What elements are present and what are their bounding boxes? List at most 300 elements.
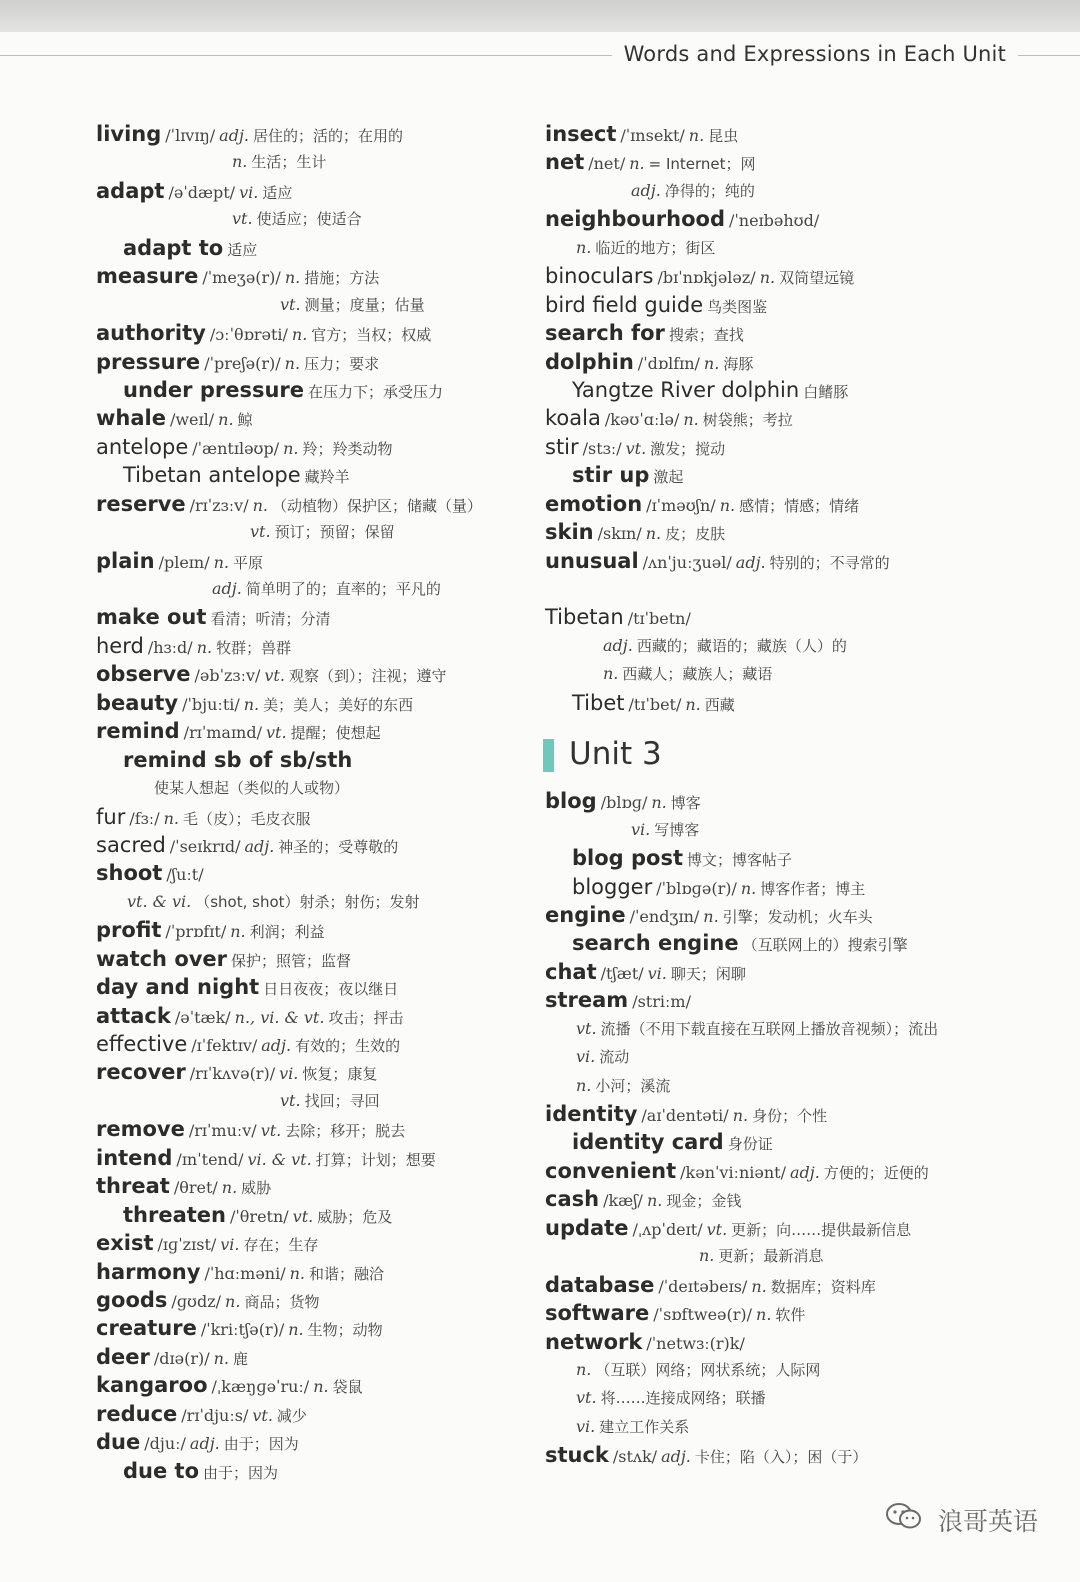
entry-phonetic: /əˈdæpt/ (168, 182, 236, 202)
entry-word: under pressure (123, 377, 305, 402)
entry-part-of-speech: vt. (706, 1219, 728, 1239)
entry-definition: 卡住；陷（入）；困（于） (694, 1448, 868, 1467)
entry-definition: 存在；生存 (243, 1236, 319, 1255)
vocab-entry (96, 689, 546, 717)
entry-definition: 博客 (670, 794, 701, 813)
entry-definition: 保护；照管；监督 (231, 951, 352, 970)
entry-word: software (545, 1301, 650, 1326)
entry-word: fur (96, 804, 126, 829)
entry-phonetic: /θret/ (173, 1178, 218, 1198)
entry-phonetic: /kənˈviːniənt/ (680, 1162, 786, 1182)
vocab-entry (96, 348, 546, 376)
entry-phonetic: /ɪɡˈzɪst/ (157, 1235, 217, 1255)
vocab-entry (96, 1030, 546, 1058)
entry-word: harmony (96, 1259, 201, 1284)
entry-definition: 引擎；发动机；火车头 (722, 907, 873, 926)
vocab-entry (545, 816, 995, 844)
vocab-entry (96, 1343, 546, 1371)
entry-word: unusual (545, 548, 639, 573)
entry-phonetic: /dɪə(r)/ (153, 1348, 210, 1368)
entry-part-of-speech: vi. (279, 1064, 299, 1084)
entry-part-of-speech: n. (645, 524, 662, 544)
vocab-entry (96, 888, 546, 916)
entry-part-of-speech: n. (685, 694, 701, 714)
entry-word: antelope (96, 434, 189, 459)
entry-phonetic: /ˈdɒlfɪn/ (637, 353, 700, 373)
entry-word: Tibetan antelope (123, 463, 301, 488)
entry-definition: 数据库；资料库 (770, 1277, 876, 1296)
entry-phonetic: /ˈdeɪtəbeɪs/ (658, 1276, 748, 1296)
vocab-entry (545, 1328, 995, 1356)
entry-definition: 特别的；不寻常的 (769, 553, 890, 572)
entry-phonetic: /ˈɪnsekt/ (620, 126, 685, 145)
entry-definition: （互联）网络；网状系统；人际网 (595, 1360, 821, 1379)
entry-definition: 树袋熊；考拉 (702, 411, 793, 430)
entry-definition: 官方；当权；权威 (311, 326, 432, 345)
entry-word: insect (545, 122, 617, 146)
entry-definition: 身份；个性 (752, 1107, 828, 1125)
entry-word: profit (96, 918, 162, 943)
entry-part-of-speech: vi. (220, 1235, 240, 1255)
entry-definition: 观察（到）；注视；遵守 (288, 667, 447, 686)
entry-definition: 净得的；纯的 (664, 181, 755, 200)
entry-word: binoculars (545, 264, 654, 289)
entry-part-of-speech: adj. (189, 1434, 220, 1454)
entry-word: adapt (96, 178, 165, 203)
entry-word: day and night (96, 975, 260, 1000)
entry-phonetic: /rɪˈmuːv/ (188, 1121, 257, 1141)
entry-definition: 居住的；活的；在用的 (252, 127, 403, 145)
vocab-entry (96, 1201, 546, 1229)
entry-word: kangaroo (96, 1373, 208, 1398)
entry-word: stuck (545, 1443, 609, 1468)
entry-part-of-speech: n. (576, 1075, 592, 1095)
entry-definition: 威胁 (241, 1179, 272, 1198)
entry-part-of-speech: n. (603, 664, 619, 684)
vocab-entry (545, 844, 995, 872)
entry-part-of-speech: n. (213, 552, 229, 572)
entry-word: due to (123, 1458, 200, 1483)
vocab-entry (545, 1299, 995, 1327)
entry-phonetic: /ˈendʒɪn/ (629, 906, 700, 926)
vocab-entry (96, 1457, 546, 1485)
entry-definition: 鸟类图鉴 (707, 297, 768, 316)
vocab-entry (545, 1015, 995, 1043)
entry-definition: （动植物）保护区；储藏（量） (271, 496, 482, 515)
entry-part-of-speech: adj. (244, 836, 275, 856)
entry-part-of-speech: n. (751, 1276, 767, 1296)
right-word-list-top (545, 120, 995, 717)
entry-definition: 日日夜夜；夜以继日 (263, 980, 399, 999)
entry-word: blog post (572, 846, 683, 871)
unit-heading (543, 725, 995, 783)
entry-part-of-speech: vi. (576, 1047, 596, 1067)
page-header-title: Words and Expressions in Each Unit (612, 42, 1018, 66)
entry-part-of-speech: vt. & vi. (127, 891, 192, 911)
vocab-entry (96, 1002, 546, 1030)
entry-definition: 使某人想起（类似的人或物） (154, 779, 350, 798)
entry-part-of-speech: n. (703, 906, 719, 926)
entry-phonetic: /bɪˈnɒkjələz/ (657, 268, 756, 288)
vocab-entry (545, 547, 995, 575)
entry-part-of-speech: n. (719, 495, 736, 515)
entry-phonetic: /rɪˈmaɪnd/ (183, 723, 262, 743)
vocab-entry (545, 1413, 995, 1441)
entry-definition: 使适应；使适合 (256, 210, 362, 229)
entry-definition: 测量；度量；估量 (304, 295, 425, 314)
vocab-entry (96, 717, 546, 745)
entry-phonetic: /ˈmeʒə(r)/ (202, 268, 281, 288)
entry-definition: 去除；移开；脱去 (285, 1122, 406, 1141)
vocab-entry (96, 177, 546, 205)
entry-phonetic: /tɪˈbetn/ (627, 609, 691, 629)
entry-word: skin (545, 520, 594, 545)
entry-word: neighbourhood (545, 207, 725, 232)
vocab-entry (96, 1286, 546, 1314)
entry-phonetic: /ɔːˈθɒrəti/ (209, 325, 288, 345)
entry-part-of-speech: n. (291, 325, 308, 345)
entry-part-of-speech: adj. (219, 126, 249, 145)
entry-definition: （互联网上的）搜索引擎 (742, 936, 908, 955)
entry-definition: 身份证 (727, 1135, 773, 1154)
entry-definition: 预订；预留；保留 (274, 523, 395, 542)
entry-definition: 西藏的；藏语的；藏族（人）的 (636, 636, 847, 655)
vocab-entry (545, 632, 995, 660)
blank-line (545, 575, 995, 603)
wechat-icon (884, 1501, 924, 1545)
entry-definition: 西藏人；藏族人；藏语 (622, 665, 773, 684)
entry-definition: 减少 (276, 1406, 307, 1425)
entry-phonetic: /ˈæntɪləʊp/ (192, 438, 280, 458)
right-word-column (545, 120, 995, 1470)
entry-part-of-speech: n. (629, 154, 645, 174)
entry-phonetic: /ˈhɑːməni/ (204, 1263, 286, 1283)
vocab-entry (96, 774, 546, 802)
vocab-entry (545, 1128, 995, 1156)
entry-phonetic: /blɒɡ/ (600, 793, 648, 813)
entry-part-of-speech: n. (646, 1191, 663, 1211)
entry-part-of-speech: n. (576, 237, 592, 257)
entry-word: recover (96, 1060, 186, 1085)
entry-word: due (96, 1430, 141, 1455)
entry-word: identity (545, 1102, 638, 1126)
vocab-entry (96, 1258, 546, 1286)
entry-word: convenient (545, 1158, 677, 1183)
vocab-entry (96, 945, 546, 973)
entry-part-of-speech: vt. (280, 294, 301, 314)
vocab-entry (545, 120, 995, 148)
entry-phonetic: /ʃuːt/ (166, 865, 204, 885)
unit-heading-bar (543, 739, 554, 772)
entry-phonetic: /ˈlɪvɪŋ/ (165, 126, 216, 145)
entry-part-of-speech: adj. (603, 635, 633, 655)
vocab-entry (545, 1214, 995, 1242)
entry-phonetic: /ˈseɪkrɪd/ (169, 836, 241, 856)
vocab-entry (545, 603, 995, 631)
vocab-entry (96, 1229, 546, 1257)
vocab-entry (545, 1100, 995, 1128)
vocab-entry (96, 1087, 546, 1115)
vocab-entry (545, 1185, 995, 1213)
entry-phonetic: /ˈθretn/ (230, 1206, 289, 1226)
vocab-entry (545, 376, 995, 404)
entry-phonetic: /stʌk/ (612, 1447, 658, 1467)
entry-phonetic: /ˈbjuːti/ (182, 694, 240, 714)
entry-word: koala (545, 406, 601, 431)
entry-definition: 适应 (262, 183, 293, 202)
entry-word: emotion (545, 491, 643, 516)
vocab-entry (545, 461, 995, 489)
vocab-entry (545, 234, 995, 262)
vocab-entry (96, 1058, 546, 1086)
watermark (884, 1500, 1038, 1544)
entry-part-of-speech: n. (218, 410, 234, 430)
entry-word: attack (96, 1003, 171, 1028)
entry-phonetic: /weɪl/ (169, 410, 215, 430)
entry-word: reduce (96, 1401, 178, 1426)
vocab-entry (96, 1144, 546, 1172)
entry-definition: 袋鼠 (332, 1378, 363, 1397)
entry-part-of-speech: adj. (789, 1162, 820, 1182)
entry-definition: 由于；因为 (223, 1435, 299, 1454)
entry-phonetic: /ˌʌpˈdeɪt/ (632, 1219, 703, 1239)
vocab-entry (96, 547, 546, 575)
vocab-entry (96, 831, 546, 859)
entry-phonetic: /ˈprɒfɪt/ (165, 922, 227, 942)
entry-word: effective (96, 1032, 188, 1056)
vocab-entry (545, 901, 995, 929)
entry-part-of-speech: n. (213, 1348, 230, 1368)
entry-phonetic: /rɪˈzɜːv/ (189, 495, 249, 515)
vocab-entry (545, 986, 995, 1014)
vocab-entry (545, 929, 995, 957)
vocab-entry (545, 1072, 995, 1100)
entry-part-of-speech: n. (289, 1263, 306, 1283)
entry-definition: 小河；溪流 (595, 1076, 671, 1095)
entry-definition: 平原 (232, 553, 263, 572)
entry-word: stir up (572, 463, 650, 488)
entry-part-of-speech: vt. (280, 1090, 301, 1110)
entry-word: cash (545, 1187, 600, 1212)
entry-phonetic: /tʃæt/ (600, 963, 644, 983)
entry-definition: 有效的；生效的 (295, 1037, 401, 1055)
entry-part-of-speech: vt. (232, 209, 253, 229)
entry-word: search engine (572, 931, 739, 956)
vocab-entry (96, 632, 546, 660)
entry-part-of-speech: vt. (576, 1018, 597, 1038)
vocab-entry (545, 1384, 995, 1412)
entry-part-of-speech: vi. & vt. (247, 1149, 312, 1169)
vocab-entry (96, 120, 546, 148)
entry-word: threaten (123, 1202, 226, 1227)
entry-definition: 压力；要求 (304, 354, 380, 373)
entry-definition: 生活；生计 (251, 153, 327, 172)
entry-part-of-speech: n. (225, 1291, 241, 1311)
entry-word: plain (96, 548, 155, 573)
entry-part-of-speech: n. (313, 1377, 329, 1397)
entry-definition: 找回；寻回 (304, 1091, 380, 1110)
entry-word: threat (96, 1174, 170, 1199)
vocab-entry (545, 148, 995, 176)
entry-definition: 白鳍豚 (803, 382, 849, 401)
entry-part-of-speech: vt. (266, 723, 287, 743)
entry-word: bird field guide (545, 292, 704, 317)
entry-definition: 海豚 (723, 354, 754, 373)
entry-word: dolphin (545, 349, 634, 374)
entry-word: remind (96, 719, 180, 744)
entry-part-of-speech: adj. (735, 552, 766, 572)
vocab-entry (96, 205, 546, 233)
left-word-column (96, 120, 546, 1485)
entry-part-of-speech: n. (683, 410, 699, 430)
entry-part-of-speech: vt. (252, 1405, 273, 1425)
entry-part-of-speech: n. (703, 353, 720, 373)
vocab-entry (545, 291, 995, 319)
entry-word: network (545, 1329, 643, 1354)
vocab-entry (545, 1271, 995, 1299)
vocab-entry (96, 746, 546, 774)
vocab-entry (96, 803, 546, 831)
vocab-entry (545, 433, 995, 461)
entry-definition: 羚；羚类动物 (302, 439, 393, 458)
vocab-entry (96, 660, 546, 688)
entry-word: creature (96, 1316, 197, 1341)
entry-definition: = Internet；网 (648, 155, 756, 174)
entry-definition: 恢复；康复 (302, 1065, 378, 1084)
entry-definition: 打算；计划；想要 (315, 1150, 436, 1169)
entry-word: identity card (572, 1130, 724, 1155)
entry-definition: 攻击；抨击 (328, 1008, 404, 1027)
entry-part-of-speech: vi. (239, 182, 259, 202)
entry-part-of-speech: n. (756, 1305, 772, 1325)
vocab-entry (545, 262, 995, 290)
entry-word: whale (96, 406, 166, 431)
entry-word: pressure (96, 349, 201, 374)
entry-word: exist (96, 1231, 154, 1256)
entry-word: Yangtze River dolphin (572, 377, 800, 402)
entry-definition: 牧群；兽群 (216, 638, 292, 657)
vocab-entry (96, 490, 546, 518)
entry-definition: 生物；动物 (307, 1321, 383, 1340)
vocab-entry (96, 234, 546, 262)
vocab-entry (545, 1043, 995, 1071)
entry-phonetic: /ˈneɪbəhʊd/ (728, 211, 820, 231)
entry-word: living (96, 122, 162, 146)
watermark-text: 浪哥英语 (937, 1507, 1038, 1536)
vocab-entry (96, 518, 546, 546)
entry-definition: 博文；博客帖子 (687, 851, 793, 870)
entry-word: blog (545, 789, 597, 814)
entry-part-of-speech: n. (284, 353, 301, 373)
entry-word: net (545, 150, 585, 175)
entry-definition: 藏羚羊 (304, 468, 350, 487)
entry-definition: 激起 (653, 468, 684, 487)
entry-definition: 更新；向……提供最新信息 (731, 1220, 912, 1239)
vocab-entry (96, 1115, 546, 1143)
vocab-entry (545, 490, 995, 518)
entry-definition: 搜索；查找 (668, 326, 744, 345)
vocab-entry (96, 461, 546, 489)
vocab-entry (96, 916, 546, 944)
entry-word: watch over (96, 946, 228, 971)
vocab-entry (96, 1400, 546, 1428)
vocab-entry (545, 348, 995, 376)
entry-definition: 鹿 (233, 1349, 249, 1368)
vocab-entry (96, 319, 546, 347)
entry-definition: 激发；搅动 (650, 439, 726, 458)
entry-part-of-speech: n., vi. & vt. (234, 1007, 325, 1027)
entry-definition: （shot, shot）射杀；射伤；发射 (195, 892, 420, 911)
entry-phonetic: /əbˈzɜːv/ (194, 666, 261, 686)
entry-definition: 感情；情感；情绪 (739, 496, 860, 515)
vocab-entry (96, 148, 546, 176)
vocab-entry (545, 205, 995, 233)
entry-definition: 流播（不用下载直接在互联网上播放音视频）；流出 (600, 1019, 939, 1038)
entry-part-of-speech: n. (230, 922, 246, 942)
entry-phonetic: /skɪn/ (597, 524, 642, 544)
entry-definition: 商品；货物 (244, 1292, 320, 1311)
entry-phonetic: /fɜː/ (129, 808, 160, 828)
vocab-entry (545, 404, 995, 432)
entry-part-of-speech: n. (651, 793, 667, 813)
entry-phonetic: /ɪnˈtend/ (176, 1149, 244, 1169)
entry-definition: 提醒；使想起 (290, 724, 381, 743)
entry-definition: 毛（皮）；毛皮衣服 (182, 809, 311, 828)
vocab-entry (96, 262, 546, 290)
entry-definition: 神圣的；受尊敬的 (278, 837, 399, 856)
entry-definition: 更新；最新消息 (718, 1247, 824, 1266)
entry-definition: 美；美人；美好的东西 (263, 695, 414, 714)
vocab-entry (96, 1428, 546, 1456)
entry-definition: 双筒望远镜 (779, 269, 855, 288)
entry-part-of-speech: vt. (576, 1388, 597, 1408)
entry-word: blogger (572, 874, 653, 899)
entry-definition: 建立工作关系 (599, 1417, 690, 1436)
entry-definition: 皮；皮肤 (665, 525, 726, 544)
vocab-entry (96, 1172, 546, 1200)
vocab-entry (96, 973, 546, 1001)
entry-part-of-speech: adj. (631, 180, 661, 200)
entry-definition: 软件 (775, 1306, 806, 1325)
entry-definition: 措施；方法 (304, 269, 380, 288)
vocab-entry (545, 787, 995, 815)
entry-definition: 写博客 (654, 820, 700, 839)
entry-phonetic: /ˈblɒɡə(r)/ (656, 878, 737, 898)
entry-phonetic: /djuː/ (144, 1434, 186, 1454)
entry-phonetic: /hɜːd/ (147, 637, 193, 657)
entry-phonetic: /aɪˈdentəti/ (641, 1106, 729, 1125)
vocab-entry (96, 1371, 546, 1399)
entry-phonetic: /kæʃ/ (603, 1191, 643, 1211)
entry-word: make out (96, 605, 207, 630)
entry-part-of-speech: n. (699, 1246, 715, 1266)
entry-word: search for (545, 321, 665, 346)
entry-definition: 和谐；融洽 (309, 1264, 385, 1283)
entry-phonetic: /ˈpreʃə(r)/ (204, 353, 281, 373)
vocab-entry (96, 603, 546, 631)
entry-word: Tibetan (545, 605, 624, 630)
entry-phonetic: /striːm/ (632, 992, 691, 1012)
entry-word: chat (545, 959, 597, 984)
entry-phonetic: /ʌnˈjuːʒuəl/ (642, 552, 732, 572)
entry-part-of-speech: vt. (250, 522, 271, 542)
entry-word: intend (96, 1145, 173, 1170)
entry-word: authority (96, 321, 206, 346)
vocab-entry (545, 660, 995, 688)
entry-phonetic: /ˈnetwɜː(r)k/ (646, 1333, 745, 1353)
entry-part-of-speech: vi. (576, 1416, 596, 1436)
vocab-entry (545, 1242, 995, 1270)
